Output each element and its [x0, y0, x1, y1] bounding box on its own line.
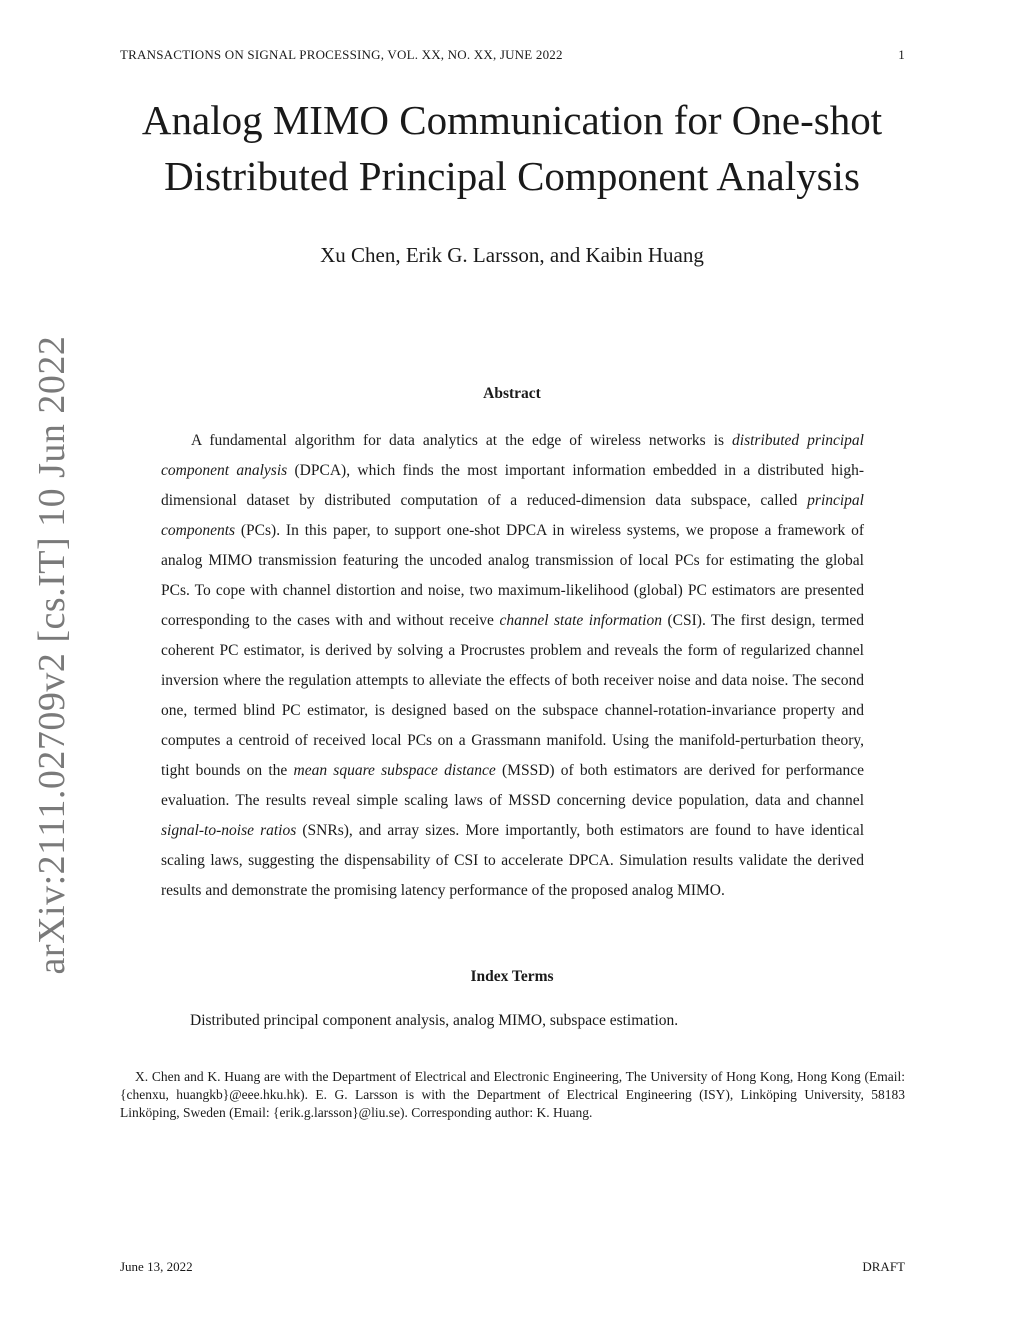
footer-date: June 13, 2022	[120, 1259, 193, 1274]
abstract-text-6: (SNRs), and array sizes. More importantly, both estimators are found to have identical scaling laws, suggesting the dispensability of CSI to accelerate DPCA. Simulation results validate the derived results and demonstrate the promising latency performance of the proposed analog MIMO.	[161, 822, 864, 899]
paper-title	[0, 92, 1024, 204]
footer-draft-label: DRAFT	[862, 1259, 905, 1274]
abstract-emphasis-3: channel state information	[499, 612, 662, 629]
title-line-1: Analog MIMO Communication for One-shot	[141, 97, 883, 143]
affiliation-footnote: X. Chen and K. Huang are with the Department of Electrical and Electronic Engineering, The University of Hong Kong, Hong Kong (Email: {chenxu, huangkb}@eee.hku.hk). E. G. Larsson is with the Department of Electrical Engineering (ISY), Linköping University, 58183 Linköping, Sweden (Email: {erik.g.larsson}@liu.se). Corresponding author: K. Huang.	[120, 1069, 905, 1120]
running-title: TRANSACTIONS ON SIGNAL PROCESSING, VOL. XX, NO. XX, JUNE 2022	[120, 47, 563, 62]
title-line-2: Distributed Principal Component Analysis	[164, 153, 860, 199]
abstract-heading: Abstract	[483, 385, 541, 402]
abstract-text-5: (MSSD) of both estimators are derived for performance evaluation. The results reveal simple scaling laws of MSSD concerning device population, data and channel	[161, 762, 865, 809]
arxiv-stamp: arXiv:2111.02709v2 [cs.IT] 10 Jun 2022	[31, 335, 73, 975]
abstract-emphasis-5: signal-to-noise ratios	[161, 822, 297, 839]
abstract-text-3: (PCs). In this paper, to support one-shot DPCA in wireless systems, we propose a framework of analog MIMO transmission featuring the uncoded analog transmission of local PCs for estimating the global PCs. To cope with channel distortion and noise, two maximum-likelihood (global) PC estimators are presented corresponding to the cases with and without receive	[161, 522, 864, 629]
abstract-emphasis-4: mean square subspace distance	[293, 762, 496, 779]
abstract-text-2: (DPCA), which finds the most important information embedded in a distributed high-dimensional dataset by distributed computation of a reduced-dimension data subspace, called	[161, 462, 864, 509]
authors: Xu Chen, Erik G. Larsson, and Kaibin Huang	[320, 243, 704, 267]
abstract-body	[161, 426, 864, 906]
abstract-emphasis-2: principal components	[161, 492, 864, 539]
page-number: 1	[898, 47, 905, 62]
abstract-emphasis-1: distributed principal component analysis	[161, 432, 864, 479]
index-terms-heading: Index Terms	[470, 968, 554, 985]
index-terms-text: Distributed principal component analysis, analog MIMO, subspace estimation.	[190, 1012, 679, 1029]
abstract-text-4: (CSI). The first design, termed coherent PC estimator, is derived by solving a Procrustes problem and reveals the form of regularized channel inversion where the regulation attempts to alleviate the effects of both receiver noise and data noise. The second one, termed blind PC estimator, is designed based on the subspace channel-rotation-invariance property and computes a centroid of received local PCs on a Grassmann manifold. Using the manifold-perturbation theory, tight bounds on the	[161, 612, 865, 779]
abstract-text-1: A fundamental algorithm for data analytics at the edge of wireless networks is	[191, 432, 733, 449]
